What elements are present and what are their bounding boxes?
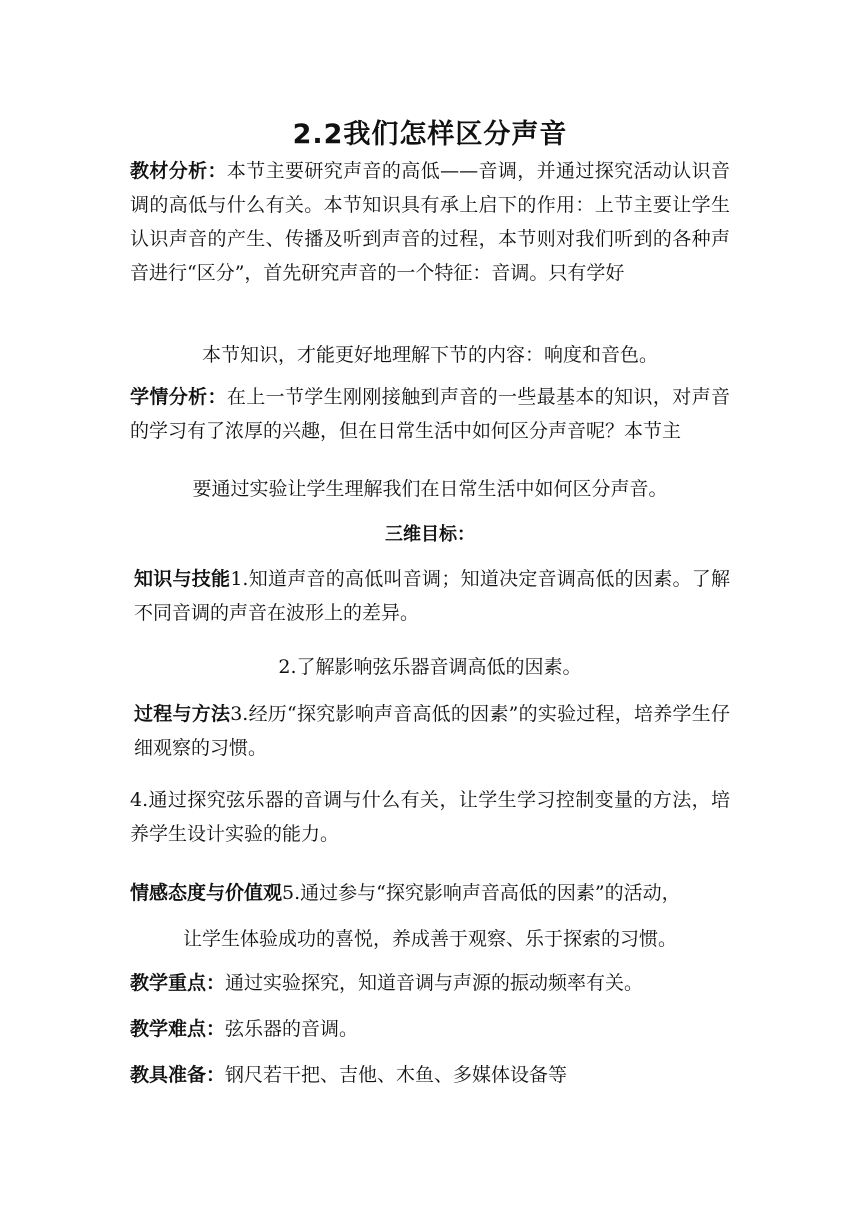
- attitude-item-5-continued: 让学生体验成功的喜悦，养成善于观察、乐于探索的习惯。: [182, 928, 677, 950]
- student-analysis-section: [130, 380, 730, 448]
- attitude-section: [130, 876, 730, 910]
- materials-section: [130, 1058, 730, 1092]
- textbook-analysis-last-line: 本节知识，才能更好地理解下节的内容：响度和音色。: [201, 344, 658, 366]
- process-label: 过程与方法: [134, 703, 231, 725]
- key-point-section: [130, 966, 730, 1000]
- attitude-label: 情感态度与价值观: [130, 882, 283, 904]
- textbook-analysis-text: 本节主要研究声音的高低——音调，并通过探究活动认识音调的高低与什么有关。本节知识具有承上启下的作用：上节主要让学生认识声音的产生、传播及听到声音的过程，本节则对我们听到的各种声音进行“区分”，首先研究声音的一个特征：音调。只有学好: [130, 160, 730, 284]
- process-item-3: 3.经历“探究影响声音高低的因素”的实验过程，培养学生仔细观察的习惯。: [134, 703, 730, 759]
- difficulty-section: [130, 1012, 730, 1046]
- textbook-analysis-section: [130, 154, 730, 290]
- objectives-heading: 三维目标：: [385, 524, 475, 545]
- materials-label: 教具准备：: [130, 1064, 226, 1086]
- materials-text: 钢尺若干把、吉他、木鱼、多媒体设备等: [225, 1064, 568, 1086]
- student-analysis-text: 在上一节学生刚刚接触到声音的一些最基本的知识，对声音的学习有了浓厚的兴趣，但在日常生活中如何区分声音呢？本节主: [130, 386, 730, 442]
- difficulty-text: 弦乐器的音调。: [225, 1018, 359, 1040]
- attitude-item-5: 5.通过参与“探究影响声音高低的因素”的活动，: [282, 882, 681, 904]
- knowledge-section: [134, 562, 730, 630]
- process-section: [134, 697, 730, 765]
- knowledge-item-2: 2.了解影响弦乐器音调高低的因素。: [278, 656, 582, 678]
- process-item-4: 4.通过探究弦乐器的音调与什么有关，让学生学习控制变量的方法，培养学生设计实验的能力。: [130, 789, 730, 845]
- knowledge-item-1: 1.知道声音的高低叫音调；知道决定音调高低的因素。了解不同音调的声音在波形上的差异。: [134, 568, 730, 624]
- page-title: 2.2我们怎样区分声音: [292, 119, 568, 150]
- student-analysis-last-line: 要通过实验让学生理解我们在日常生活中如何区分声音。: [192, 478, 668, 500]
- knowledge-label: 知识与技能: [134, 568, 231, 590]
- key-point-text: 通过实验探究，知道音调与声源的振动频率有关。: [225, 972, 644, 994]
- textbook-analysis-label: 教材分析：: [130, 160, 227, 182]
- key-point-label: 教学重点：: [130, 972, 226, 994]
- student-analysis-label: 学情分析：: [130, 386, 227, 408]
- difficulty-label: 教学难点：: [130, 1018, 226, 1040]
